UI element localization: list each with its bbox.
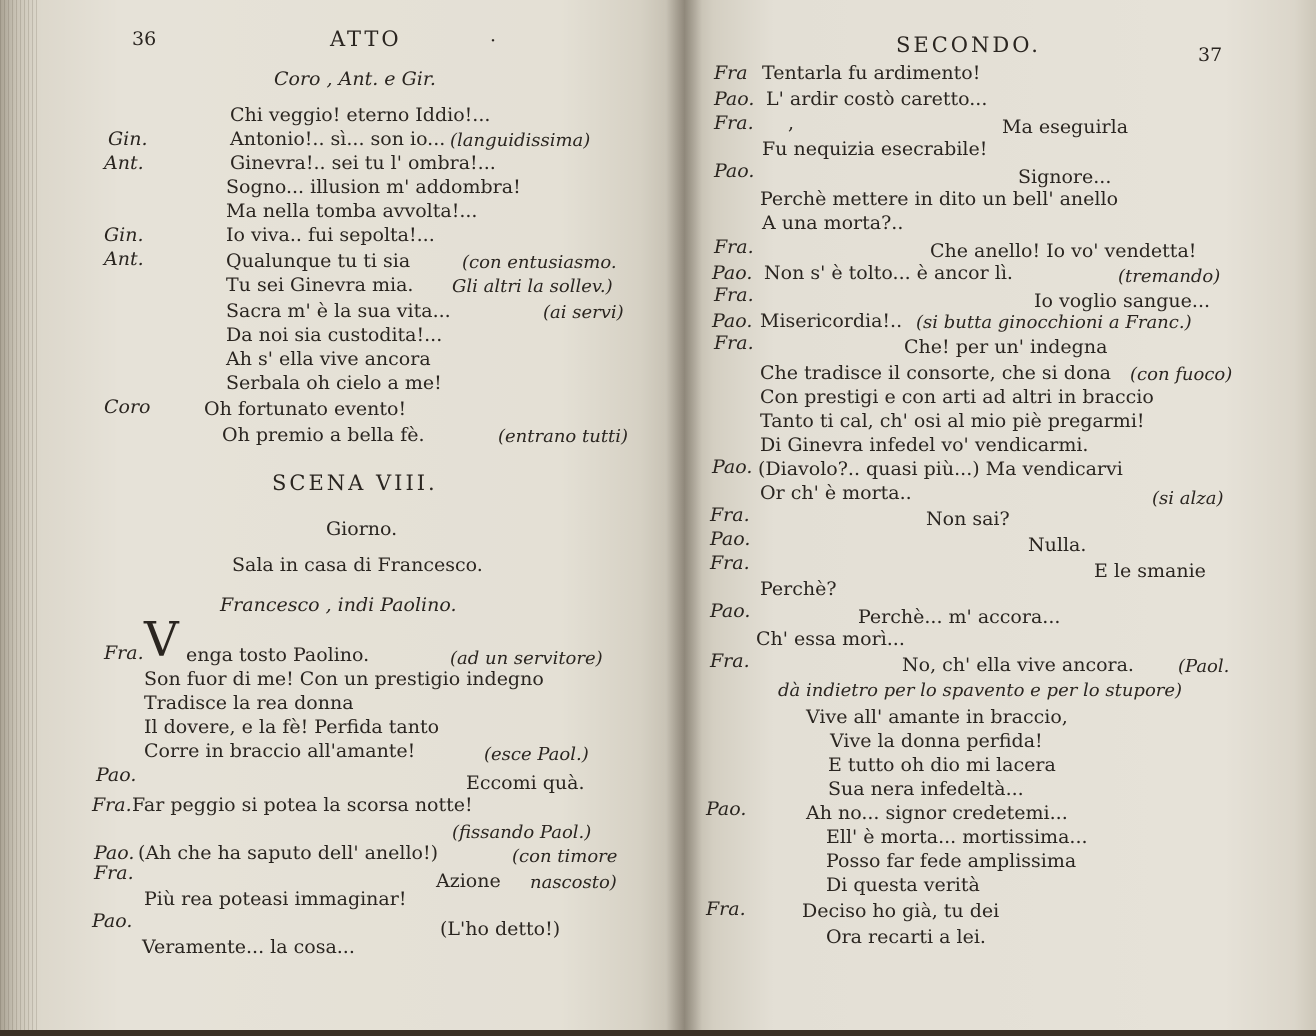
scene-setting: Sala in casa di Francesco. [232, 554, 483, 576]
running-header: SECONDO. [896, 33, 1041, 57]
verse-line: Sua nera infedeltà... [828, 778, 1024, 800]
verse-line: Di Ginevra infedel vo' vendicarmi. [760, 434, 1089, 456]
verse-line: E tutto oh dio mi lacera [828, 754, 1056, 776]
scene-characters: Francesco , indi Paolino. [220, 594, 457, 616]
scene-time: Giorno. [326, 518, 398, 540]
verse-line: Che anello! Io vo' vendetta! [930, 240, 1197, 262]
speaker: Pao. [706, 798, 747, 820]
verse-line: Nulla. [1028, 534, 1087, 556]
verse-line: Non s' è tolto... è ancor lì. [764, 262, 1013, 284]
right-page [684, 0, 1316, 1030]
verse-line: (Ah che ha saputo dell' anello!) [138, 842, 439, 864]
verse-line: Ginevra!.. sei tu l' ombra!... [230, 152, 496, 174]
verse-line: Oh premio a bella fè. [222, 424, 425, 446]
verse-line: Tradisce la rea donna [144, 692, 354, 714]
speaker: Gin. [104, 224, 144, 246]
speaker: Coro [104, 396, 151, 418]
stage-direction: nascosto) [530, 872, 617, 893]
verse-line: A una morta?.. [762, 212, 904, 234]
stage-direction: (ai servi) [543, 302, 624, 323]
verse-line: Signore... [1018, 166, 1112, 188]
verse-line: Ch' essa morì... [756, 628, 905, 650]
speaker: Fra. [714, 112, 754, 134]
speaker: Pao. [712, 456, 753, 478]
verse-line: Perchè? [760, 578, 837, 600]
speaker: Pao. [96, 764, 137, 786]
scene-title: SCENA VIII. [272, 471, 438, 495]
verse-line: Ell' è morta... mortissima... [826, 826, 1088, 848]
stage-direction: (si butta ginocchioni a Franc.) [916, 312, 1192, 333]
book-gutter [666, 0, 702, 1030]
verse-line: Io voglio sangue... [1034, 290, 1211, 312]
verse-line: Azione [436, 870, 501, 892]
speaker: Fra. [104, 642, 144, 664]
verse-line: Perchè mettere in dito un bell' anello [760, 188, 1119, 210]
verse-line: Sogno... illusion m' addombra! [226, 176, 521, 198]
verse-line: Tentarla fu ardimento! [762, 62, 981, 84]
verse-line: Posso far fede amplissima [826, 850, 1077, 872]
speaker: Ant. [104, 152, 144, 174]
header-dot: · [490, 30, 497, 52]
verse-line: Deciso ho già, tu dei [802, 900, 1000, 922]
verse-line: Chi veggio! eterno Iddio!... [230, 104, 491, 126]
verse-line: Vive la donna perfida! [830, 730, 1043, 752]
speaker: Pao. [714, 88, 755, 110]
verse-line: Fu nequizia esecrabile! [762, 138, 988, 160]
stage-direction: Gli altri la sollev.) [452, 276, 613, 297]
verse-line: enga tosto Paolino. [186, 644, 370, 666]
stage-direction: (entrano tutti) [498, 426, 629, 447]
speaker: Pao. [714, 160, 755, 182]
speaker: Fra. [714, 332, 754, 354]
speaker: Pao. [712, 310, 753, 332]
stage-direction: (con timore [512, 846, 618, 867]
stage-direction: (languidissima) [450, 130, 591, 151]
speaker: Fra [714, 62, 748, 84]
verse-line: Oh fortunato evento! [204, 398, 407, 420]
speaker: Pao. [92, 910, 133, 932]
verse-line: No, ch' ella vive ancora. [902, 654, 1134, 676]
verse-line: Far peggio si potea la scorsa notte! [132, 794, 473, 816]
verse-line: Io viva.. fui sepolta!... [226, 224, 435, 246]
stage-direction: dà indietro per lo spavento e per lo stupore) [778, 680, 1183, 701]
verse-line: Vive all' amante in braccio, [806, 706, 1068, 728]
stage-direction: (tremando) [1118, 266, 1221, 287]
verse-line: Serbala oh cielo a me! [226, 372, 442, 394]
verse-line: Ah s' ella vive ancora [226, 348, 431, 370]
running-header: ATTO [330, 27, 402, 51]
verse-line: Tu sei Ginevra mia. [226, 274, 414, 296]
verse-line: Qualunque tu ti sia [226, 250, 411, 272]
stage-direction: (si alza) [1152, 488, 1224, 509]
verse-line: Da noi sia custodita!... [226, 324, 443, 346]
verse-line: Son fuor di me! Con un prestigio indegno [144, 668, 544, 690]
speaker: Fra. [714, 236, 754, 258]
stage-direction: (esce Paol.) [484, 744, 589, 765]
speaker: Ant. [104, 248, 144, 270]
verse-line: Che tradisce il consorte, che si dona [760, 362, 1111, 384]
verse-line: Ora recarti a lei. [826, 926, 986, 948]
speaker: Pao. [94, 842, 135, 864]
speaker: Fra. [710, 504, 750, 526]
speaker: Fra. [94, 862, 134, 884]
page-number: 36 [132, 28, 157, 50]
verse-line: Non sai? [926, 508, 1010, 530]
page-number: 37 [1198, 44, 1223, 66]
stage-direction: (Paol. [1178, 656, 1230, 677]
speaker: Fra. [706, 898, 746, 920]
stage-mark: , [788, 112, 795, 134]
speaker: Fra. [92, 794, 132, 816]
stage-direction: (con fuoco) [1130, 364, 1233, 385]
speaker: Fra. [714, 284, 754, 306]
stage-direction: (ad un servitore) [450, 648, 603, 669]
verse-line: E le smanie [1094, 560, 1206, 582]
drop-cap: V [144, 612, 179, 668]
speaker: Fra. [710, 650, 750, 672]
verse-line: Corre in braccio all'amante! [144, 740, 416, 762]
page-edges [0, 0, 40, 1030]
verse-line: Ah no... signor credetemi... [806, 802, 1068, 824]
verse-line: Eccomi quà. [466, 772, 585, 794]
speaker: Pao. [710, 600, 751, 622]
verse-line: Perchè... m' accora... [858, 606, 1061, 628]
verse-line: Di questa verità [826, 874, 980, 896]
verse-line: Veramente... la cosa... [142, 936, 355, 958]
verse-line: Or ch' è morta.. [760, 482, 912, 504]
verse-line: Sacra m' è la sua vita... [226, 300, 451, 322]
verse-line: Misericordia!.. [760, 310, 903, 332]
verse-line: L' ardir costò caretto... [766, 88, 988, 110]
stage-direction: (con entusiasmo. [462, 252, 617, 273]
verse-line: Che! per un' indegna [904, 336, 1108, 358]
speaker: Pao. [710, 528, 751, 550]
speaker: Pao. [712, 262, 753, 284]
verse-line: Tanto ti cal, ch' osi al mio piè pregarmi! [760, 410, 1145, 432]
verse-line: (Diavolo?.. quasi più...) Ma vendicarvi [758, 458, 1123, 480]
stage-direction: (fissando Paol.) [452, 822, 592, 843]
verse-line: (L'ho detto!) [440, 918, 561, 940]
verse-line: Più rea poteasi immaginar! [144, 888, 407, 910]
verse-line: Ma nella tomba avvolta!... [226, 200, 478, 222]
speaker: Fra. [710, 552, 750, 574]
speaker: Gin. [108, 128, 148, 150]
cast-line: Coro , Ant. e Gir. [274, 68, 436, 90]
verse-line: Con prestigi e con arti ad altri in braccio [760, 386, 1154, 408]
verse-line: Ma eseguirla [1002, 116, 1129, 138]
verse-line: Il dovere, e la fè! Perfida tanto [144, 716, 440, 738]
verse-line: Antonio!.. sì... son io... [230, 128, 446, 150]
